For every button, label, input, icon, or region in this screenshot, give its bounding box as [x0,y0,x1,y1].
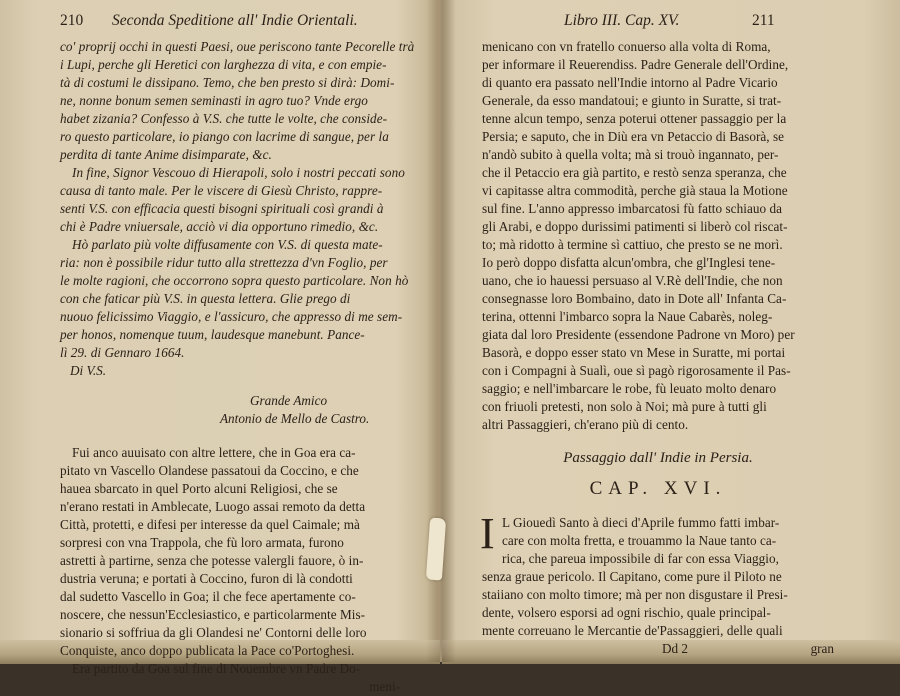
left-page-header [60,12,400,38]
text-line: astretti à partirne, senza che potesse valergli fauore, ò in- [60,553,364,568]
text-line: di quanto era passato nell'Indie intorno al Padre Vicario [482,75,778,90]
text-line: dal sudetto Vascello in Goa; il che fece apertamente co- [60,589,356,604]
text-line: dustria veruna; e portati à Coccino, furon di là condotti [60,571,353,586]
text-line: saggio; e nell'imbarcare le robe, fù leuato molto denaro [482,381,777,396]
right-catchword: gran [810,641,834,656]
right-page [482,12,834,658]
text-line: staiiano con molto timore; mà per non disgustare il Presi- [482,587,788,602]
text-line: lì 29. di Gennaro 1664. [60,345,185,360]
right-running-title: Libro III. Cap. XV. [564,12,680,29]
signature-mark: Dd 2 [662,641,689,656]
right-page-number: 211 [752,12,775,29]
text-line: con che faticar più V.S. in questa lettera. Glie prego di [60,291,351,306]
text-line: L Giouedì Santo à dieci d'Aprile fummo fatti imbar- [502,515,780,530]
text-line: senza graue pericolo. Il Capitano, come pure il Piloto ne [482,569,782,584]
text-line: pitato vn Vascello Olandese passatoui da Coccino, e che [60,463,359,478]
text-line: Hò parlato più volte diffusamente con V.S. di questa mate- [72,237,383,252]
text-line: n'andò subito à quella volta; mà si trouò ingannato, per- [482,147,779,162]
right-page-header [482,12,834,38]
left-catchword: meni- [369,679,400,694]
section-heading: Passaggio dall' Indie in Persia. [563,450,753,466]
signature-line-2: Antonio de Mello de Castro. [220,411,370,426]
text-line: noscere, che nessun'Ecclesiastico, e particolarmente Mis- [60,607,366,622]
text-line: Conquiste, anco doppo publicata la Pace co'Portoghesi. [60,643,355,658]
chapter-text [480,509,834,640]
text-line: le molte ragioni, che occorrono sopra questo particolare. Non hò [60,273,409,288]
text-line: con friuoli pretesti, non solo à Noi; mà pure à tutti gli [482,399,767,414]
text-line: Persia; e saputo, che in Diù era vn Petaccio di Basorà, se [482,129,785,144]
text-line: giata dal loro Presidente (essendone Padrone vn Moro) per [482,327,795,342]
text-line: Generale, da esso mandatoui; e giunto in Suratte, si trat- [482,93,782,108]
text-line: terina, ottenni l'imbarco sopra la Naue Cabarès, noleg- [482,309,773,324]
left-body-text [60,444,400,678]
text-line: n'erano restati in Amblecate, Luogo assai remoto da detta [60,499,366,514]
text-line: Città, protetti, e difesi per interesse da quel Caimale; mà [60,517,360,532]
text-line: Fui anco auuisato con altre lettere, che in Goa era ca- [72,445,356,460]
right-page-footer [482,640,834,658]
text-line: Basorà, e doppo esser stato vn Mese in Suratte, mi portai [482,345,786,360]
drop-cap: I [480,509,495,558]
text-line: con i Compagni à Sualì, oue sì pagò rigorosamente il Pas- [482,363,791,378]
text-line: altri Passaggieri, ch'erano più di cento. [482,417,689,432]
text-line: per informare il Reuerendiss. Padre Generale dell'Ordine, [482,57,789,72]
left-page [60,12,415,696]
text-line: to; mà ridotto à termine sì cattiuo, che presto se ne morì. [482,237,783,252]
text-line: dente, volsero esporsi ad ogni rischio, quale principal- [482,605,771,620]
text-line: causa di tanto male. Per le viscere di Giesù Christo, rappre- [60,183,383,198]
text-line: ro questo particolare, io piango con lacrime di sangue, per la [60,129,389,144]
text-line: consegnasse loro Bombaino, dato in Dote all' Infanta Ca- [482,291,787,306]
left-page-number: 210 [60,12,84,29]
text-line: vi capitasse altra commodità, perche già staua la Motione [482,183,788,198]
left-running-title: Seconda Speditione all' Indie Orientali. [112,12,358,29]
text-line: mente correuano le Mercantie de'Passaggieri, delle quali [482,623,783,638]
text-line: haueа sbarcato in quel Porto alcuni Religiosi, che se [60,481,338,496]
text-line: per honos, nomenque tuum, laudesque manebunt. Pance- [60,327,365,342]
text-line: sorpresi con vna Trappola, che fù loro armata, furono [60,535,344,550]
right-body-text [482,38,834,434]
text-line: che il Petaccio era già partito, e restò senza speranza, che [482,165,787,180]
chapter-heading: CAP. XVI. [589,478,727,499]
signature-line-1: Grande Amico [250,393,328,408]
text-line: tà di costumi le dissipano. Temo, che ben presto si dirà: Domi- [60,75,395,90]
text-line: uano, che io hauessi persuaso al V.Rè dell'Indie, che non [482,273,783,288]
text-line: Io però doppo disfatta alcun'ombra, che gl'Inglesi tene- [482,255,776,270]
text-line: tenne alcun tempo, senza poterui ottener passaggio per la [482,111,787,126]
text-line: menicano con vn fratello conuerso alla volta di Roma, [482,39,771,54]
text-line: care con molta fretta, e trouammo la Naue tanto ca- [502,533,777,548]
text-line: ne, nonne bonum semen seminasti in agro tuo? Vnde ergo [60,93,368,108]
text-line: senti V.S. con efficacia questi bisogni spirituali così grandi à [60,201,384,216]
text-line: Era partito da Goa sul fine di Nouembre vn Padre Do- [72,661,361,676]
letter-text [60,38,415,362]
text-line: ria: non è possibile ridur tutto alla strettezza d'vn Foglio, per [60,255,388,270]
text-line: rica, che pareua impossibile di far con essa Viaggio, [502,551,779,566]
text-line: gli Arabi, e doppo durissimi patimenti si liberò col riscat- [482,219,788,234]
closing-salutation: Di V.S. [70,363,107,378]
text-line: sul fine. L'anno appresso imbarcatosi fù fatto schiauo da [482,201,783,216]
text-line: habet zizania? Confesso à V.S. che tutte le volte, che conside- [60,111,388,126]
chapter-opening [480,509,834,640]
text-line: chi è Padre vniuersale, acciò vi dia opportuno rimedio, &c. [60,219,379,234]
text-line: i Lupi, perche gli Heretici con larghezza di vita, e con empie- [60,57,387,72]
text-line: perdita di tante Anime disimparate, &c. [60,147,272,162]
text-line: co' proprij occhi in questi Paesi, oue periscono tante Pecorelle trà [60,39,415,54]
text-line: nuouo felicissimo Viaggio, e l'assicuro, che appresso di me sem- [60,309,403,324]
text-line: sionario si soffriua da gli Olandesi ne' Contorni delle loro [60,625,367,640]
text-line: In fine, Signor Vescouo di Hierapoli, solo i nostri peccati sono [72,165,405,180]
